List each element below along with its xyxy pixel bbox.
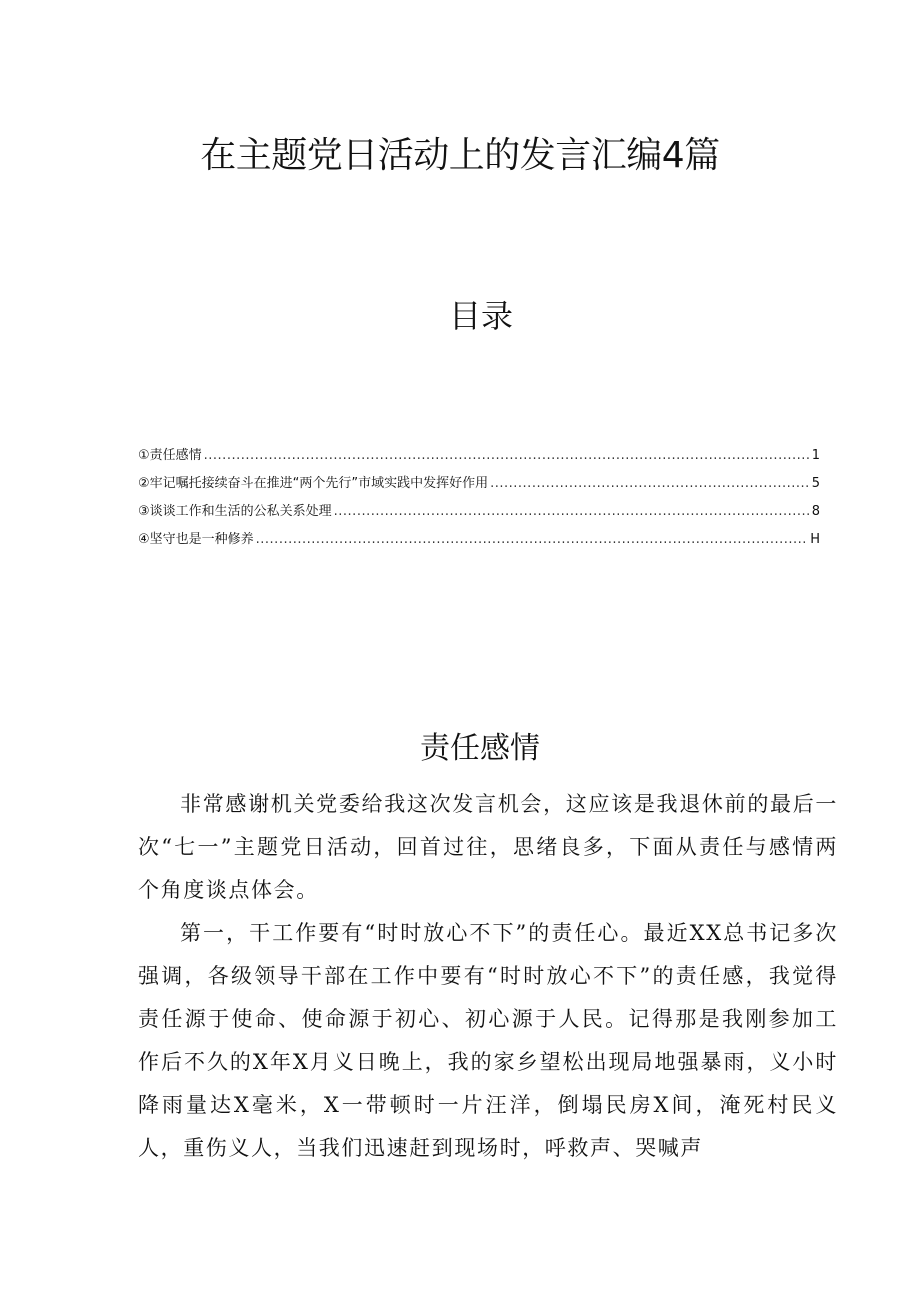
- toc-dot-leader: [490, 470, 810, 498]
- toc-entry-label: ②牢记嘱托接续奋斗在推进“两个先行”市域实践中发挥好作用: [138, 476, 489, 491]
- toc-page-number: 8: [811, 504, 820, 519]
- body-paragraph: 非常感谢机关党委给我这次发言机会，这应该是我退休前的最后一次“七一”主题党日活动，回首过往，思绪良多，下面从责任与感情两个角度谈点体会。: [138, 792, 838, 902]
- toc-entry-label: ③谈谈工作和生活的公私关系处理: [138, 504, 332, 519]
- body-paragraph: 第一，干工作要有“时时放心不下”的责任心。最近XX总书记多次强调，各级领导干部在工作中要有“时时放心不下”的责任感，我觉得责任源于使命、使命源于初心、初心源于人民。记得那是我刚参加工作后不久的X年X月义日晚上，我的家乡望松出现局地强暴雨，义小时降雨量达X毫米，X一带顿时一片汪洋，倒塌民房X间，淹死村民义人，重伤义人，当我们迅速赶到现场时，呼救声、哭喊声: [138, 921, 838, 1160]
- toc-entry[interactable]: [138, 470, 820, 498]
- section-body: [138, 783, 838, 1170]
- section-title: 责任感情: [420, 731, 540, 766]
- toc-entry-label: ①责任感情: [138, 448, 202, 463]
- toc-heading: 目录: [448, 297, 513, 335]
- toc-page-number: 1: [811, 448, 820, 463]
- toc-dot-leader: [256, 526, 809, 554]
- table-of-contents: [138, 442, 820, 554]
- toc-dot-leader: [334, 498, 810, 526]
- toc-entry-label: ④坚守也是一种修养: [138, 532, 254, 547]
- toc-page-number: H: [810, 532, 820, 547]
- toc-entry[interactable]: [138, 442, 820, 470]
- toc-entry[interactable]: [138, 526, 820, 554]
- toc-page-number: 5: [811, 476, 820, 491]
- toc-dot-leader: [204, 442, 810, 470]
- document-title: 在主题党日活动上的发言汇编4篇: [200, 135, 720, 176]
- toc-entry[interactable]: [138, 498, 820, 526]
